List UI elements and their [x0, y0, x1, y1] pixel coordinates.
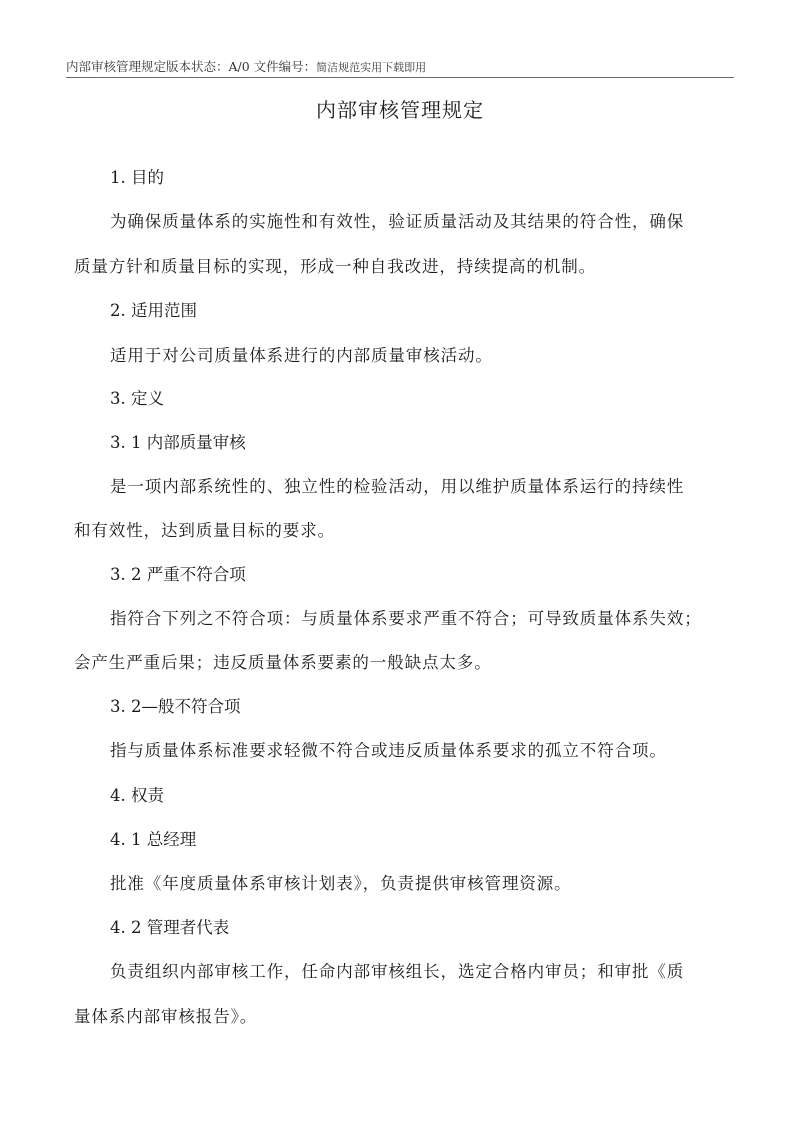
- subsection-heading-major-nonconformity: 3. 2 严重不符合项: [110, 565, 246, 584]
- major-nonconformity-paragraph-line-1: 指符合下列之不符合项：与质量体系要求严重不符合；可导致质量体系失效；: [110, 609, 702, 628]
- subsection-heading-management-representative: 4. 2 管理者代表: [110, 918, 230, 937]
- management-representative-paragraph-line-2: 量体系内部审核报告》。: [74, 1007, 258, 1026]
- scope-paragraph: 适用于对公司质量体系进行的内部质量审核活动。: [110, 346, 493, 365]
- major-nonconformity-paragraph-line-2: 会产生严重后果；违反质量体系要素的一般缺点太多。: [74, 653, 492, 672]
- minor-nonconformity-paragraph: 指与质量体系标准要求轻微不符合或违反质量体系要求的孤立不符合项。: [110, 741, 667, 760]
- section-heading-responsibilities: 4. 权责: [110, 786, 164, 805]
- document-title: 内部审核管理规定: [316, 98, 484, 122]
- subsection-heading-internal-audit: 3. 1 内部质量审核: [110, 433, 246, 452]
- section-heading-definitions: 3. 定义: [110, 389, 164, 408]
- purpose-paragraph-line-1: 为确保质量体系的实施性和有效性，验证质量活动及其结果的符合性，确保: [110, 212, 685, 231]
- section-heading-scope: 2. 适用范围: [110, 301, 197, 320]
- management-representative-paragraph-line-1: 负责组织内部审核工作，任命内部审核组长，选定合格内审员；和审批《质: [110, 962, 685, 981]
- file-code: 简洁规范实用下载即用: [316, 61, 427, 74]
- section-heading-purpose: 1. 目的: [110, 168, 164, 187]
- document-header: [66, 57, 734, 78]
- purpose-paragraph-line-2: 质量方针和质量目标的实现，形成一种自我改进，持续提高的机制。: [74, 257, 596, 276]
- general-manager-paragraph: 批准《年度质量体系审核计划表》，负责提供审核管理资源。: [110, 874, 572, 893]
- internal-audit-paragraph-line-1: 是一项内部系统性的、独立性的检验活动，用以维护质量体系运行的持续性: [110, 477, 685, 496]
- subsection-heading-minor-nonconformity: 3. 2—般不符合项: [110, 697, 241, 716]
- internal-audit-paragraph-line-2: 和有效性，达到质量目标的要求。: [74, 521, 335, 540]
- header-text: 内部审核管理规定版本状态：A/0 文件编号：: [66, 59, 317, 74]
- subsection-heading-general-manager: 4. 1 总经理: [110, 830, 197, 849]
